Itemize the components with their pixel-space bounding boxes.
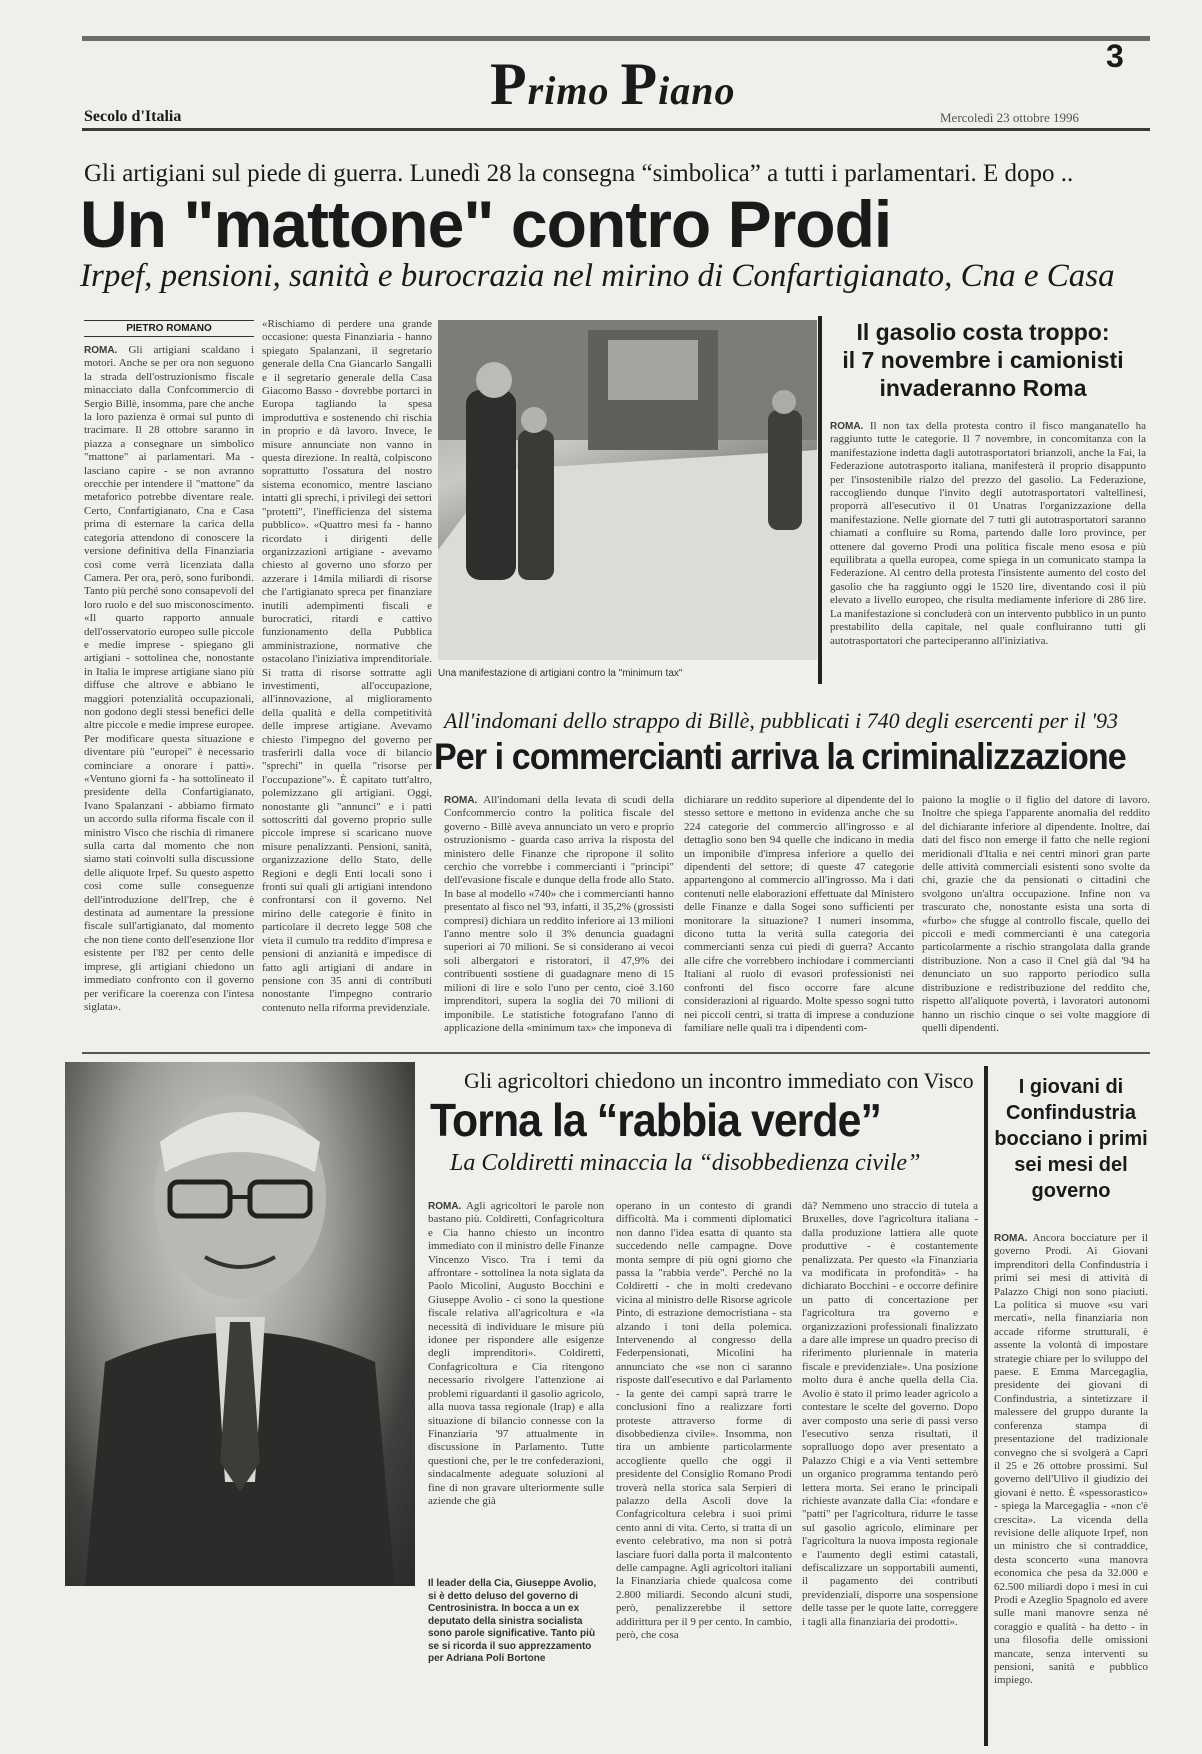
middle-rule xyxy=(82,1052,1150,1054)
commercianti-column-3: paiono la moglie o il figlio del datore di lavoro. Inoltre che spiega l'apparente anomalia del reddito del dichiarante inferiore al dipendente. Inoltre, dai dati del fisco non emerge il fatto che nelle regioni meridionali d'Italia e nei centri minori gran parte delle attività commerciali esistenti sono svolte da chi, grazie che da pensionati o cittadini che svolgono un'altra occupazione. Infine non va trascurato che, nonostante esista una sorta di «furbo» che sfugge al controllo fiscale, quello dei piccoli e medi commercianti è una categoria particolarmente a rischio strangolata dalla grande distribuzione. Non a caso il Cnel già dal '94 ha denunciato un suo rapporto periodico sulla distribuzione e redistribuzione del reddito che, rispetto all'aliquote povertà, i lavoratori autonomi hanno un rischio cinque o sei volte maggiore di quelli dipendenti. xyxy=(922,794,1150,1034)
confindustria-body: ROMA. Ancora bocciature per il governo Prodi. Ai Giovani imprenditori della Confindustria i primi sei mesi di attività di Palazzo Chigi non sono piaciuti. La politica si muove «su vari mercati», nella finanziaria non accade riforme strutturali, è assente la volontà di impostare strategie chiare per lo sviluppo del paese. E Emma Marcegaglia, presidente dei giovani di Confindustria, a sintetizzare il malessere del gruppo durante la conferenza stampa di presentazione del tradizionale convegno che si svolgerà a Capri il 25 e 26 ottobre prossimi. Sul governo dell'Ulivo il giudizio dei giovani è netto. È «spessorastico» - spiega la Marcegaglia - «non c'è crescita». La vicenda della revisione delle aliquote Irpef, non un ministro che si contraddice, desta sconcerto «una manovra economica che pesa da 32.000 e 62.500 miliardi dopo i mesi in cui Prodi e Azeglio Spagnolo ed avere sulle mani manovre senza né coraggio e qualità - ha detto - in una filosofia delle omissioni mancate, senza interventi su pensioni, sanità e pubblico impiego. xyxy=(994,1232,1148,1687)
section-masthead: Primo Piano xyxy=(490,51,736,117)
confindustria-title: I giovani di Confindustria bocciano i primi sei mesi del governo xyxy=(994,1076,1148,1202)
commercianti-column-2: dichiarare un reddito superiore al dipendente del lo stesso settore e mettono in evidenza anche che su 224 categorie del commercio all'ingrosso e al dettaglio sono ben 94 quelle che indicano in media un imponibile d'impresa inferiore a quello dei dipendenti del settore; di queste 47 categorie appartengono al commercio all'ingrosso. Ma i dati contenuti nelle elaborazioni effettuate dal Ministero delle Finanze e dalla Sogei sono sufficienti per monitorare la situazione? I numeri insomma, dicono tutta la verità sulla categoria dei commercianti senza cui piedi di guerra? Accanto alle cifre che vorrebbero inchiodare i commercianti Italiani al ruolo di evasori professionisti nei confronti del fisco occorre fare alcune considerazioni al riguardo. Molte spesso sogni tutto nei piccoli centri, si tratta di imprese a conduzione familiare nelle quali tra i dipendenti com- xyxy=(684,794,914,1034)
gasolio-title: Il gasolio costa troppo: il 7 novembre i camionisti invaderanno Roma xyxy=(842,319,1124,401)
lead-subhead: Irpef, pensioni, sanità e burocrazia nel mirino di Confartigianato, Cna e Casa xyxy=(80,258,1115,294)
lead-column-1: ROMA. Gli artigiani scaldano i motori. Anche se per ora non seguono la strada dell'ostruzionismo fiscale minacciato dalla Confcommercio di Sergio Billè, insomma, pare che anche la loro pazienza è ormai sul punto di tracimare. Il 28 ottobre saranno in piazza a consegnare un simbolico "mattone" ai parlamentari. Ma - lasciano capire - se non avranno orecchie per intendere il "mattone" da metaforico potrebbe diventare reale. Certo, Confartigianato, Cna e Casa prima di esternare la carica della categoria attendono di conoscere la versione definitiva della Finanziaria così come verrà licenziata dalla Camera. Per ora, però, sono furibondi. Tanto più perché sono consapevoli del loro ruolo e del suo misconoscimento. «Il quarto rapporto annuale dell'osservatorio europeo sulle piccole e medie imprese - spiegano gli artigiani - sottolinea che, nonostante in Italia le imprese artigiane siano più diffuse che altrove e abbiano le maggiori potenzialità occupazionali, non godono degli stessi benefici delle altre piccole e medie imprese europee. Per modificare questa situazione e diventare più "europei" è necessario cominciare a onorare i patti». «Ventuno giorni fa - ha sottolineato il presidente della Confartigianato, Ivano Spalanzani - abbiamo firmato un accordo sulla riforma fiscale con il ministro Visco che rischia di rimanere sulla carta dal momento che non siamo stati coinvolti sulla discussione delle aliquote Irpef. Su questo aspetto così come sulle conseguenze dell'introduzione dell'Irep, che è destinata ad aumentare la pressione fiscale sull'artigianato, dal momento che non tiene conto dell'esenzione Ilor esistente per l'82 per cento delle imprese, gli artigiani chiedono un immediato confronto con il governo per verificare la coerenza con l'intesa siglata». xyxy=(84,344,254,1013)
protest-illustration xyxy=(438,320,817,660)
paper-name: Secolo d'Italia xyxy=(84,108,182,125)
agricoltori-subhead: La Coldiretti minaccia la “disobbedienza civile” xyxy=(450,1150,921,1176)
lead-headline: Un "mattone" contro Prodi xyxy=(80,187,892,261)
commercianti-kicker: All'indomani dello strappo di Billè, pubblicati i 740 degli esercenti per il '93 xyxy=(444,708,1119,733)
avolio-portrait-photo xyxy=(65,1062,415,1586)
agricoltori-kicker: Gli agricoltori chiedono un incontro immediato con Visco xyxy=(464,1068,974,1093)
commercianti-headline: Per i commercianti arriva la criminalizzazione xyxy=(434,736,1126,777)
page-number: 3 xyxy=(1106,38,1124,74)
artisans-protest-photo xyxy=(438,320,817,660)
lead-column-2: «Rischiamo di perdere una grande occasione: questa Finanziaria - hanno spiegato Spalanzani, il segretario generale della Cna Giancarlo Sangalli e il segretario generale della Casa Giacomo Basso - dovrebbe portarci in Europa tagliando la spesa improduttiva e sostenendo chi rischia in proprio e dà lavoro. Invece, le misure annunciate non vanno in questa direzione. In realtà, colpiscono soprattutto l'ossatura del nostro sistema economico, mentre lasciano intatti gli sprechi, i privilegi dei settori "protetti", l'inefficienza del sistema pubblico». «Quattro mesi fa - hanno ricordato i dirigenti delle organizzazioni artigiane - avevamo chiesto al governo uno sforzo per azzerare i 14mila miliardi di risorse che l'artigianato spreca per finanziare inutili adempimenti fiscali e burocratici, ritardi e cattivo funzionamento della Pubblica amministrazione, normative che ostacolano l'iniziativa imprenditoriale. Si tratta di risorse sottratte agli investimenti, all'occupazione, all'innovazione, al miglioramento della qualità e della competitività delle imprese artigiane. Avevamo chiesto l'impegno del governo per trasferirli dalla voce di bilancio "sprechi" in quella "risorse per l'occupazione"». È capitato tutt'altro, polemizzano gli artigiani. Oggi, nonostante gli "annunci" e i patti sottoscritti dal governo proprio sulle piccole imprese si scaricano nuove misure penalizzanti. Pensioni, sanità, organizzazione dello Stato, delle Regioni e degli Enti locali sono i fronti sui quali gli artigiani intendono confrontarsi con il governo. Nel mirino delle categorie è finito in particolare il decreto legge 508 che vieta il cumulo tra reddito d'impresa e pensioni di anzianità e impedisce di fatto agli artigiani di andare in pensione con 35 anni di contributi nonostante l'impegno contrario contenuto nella riforma previdenziale. xyxy=(262,318,432,1014)
agricoltori-column-2: operano in un contesto di grandi difficoltà. Ma i commenti diplomatici non danno l'idea esatta di quanto sta succedendo nelle campagne. Dove monta sempre di più ogni giorno che passa la "rabbia verde". Perché no la Coldiretti - che in molti credevano vicina al ministro delle Risorse agricole Pinto, di estrazione democristiana - sta alzando i toni della polemica. Intervenendo al congresso della Federpensionati, Micolini ha annunciato che «se non ci saranno risposte dall'esecutivo e dal Parlamento - la gente dei campi saprà trarre le conclusioni fino a realizzare forti proteste attraverso forme di disobbedienza civile». Insomma, non tira un ambiente particolarmente accogliente quello che oggi il presidente del Consiglio Romano Prodi troverà nella storica sala Serpieri di palazzo della Ascoli dove la Confagricoltura celebra i suoi primi cento anni di vita. Certo, si tratta di un evento celebrativo, ma non si potrà lasciare fuori dalla porta il malcontento delle campagne. Agli agricoltori italiani la Finanziaria chiede qualcosa come 2.800 miliardi. Secondo alcuni studi, però, penalizzerebbe il settore addirittura per il 9 per cento. In cambio, però, che cosa xyxy=(616,1200,792,1641)
issue-date: Mercoledì 23 ottobre 1996 xyxy=(940,110,1079,125)
agricoltori-column-3: dà? Nemmeno uno straccio di tutela a Bruxelles, dove l'agricoltura italiana - dalla produzione lattiera alle quote produttive - è costantemente penalizzata. Per questo «la Finanziaria va modificata in profondità» - ha dichiarato Bocchini - e occorre definire un patto di concertazione per l'agricoltura tra governo e organizzazioni professionali finalizzato a dare alle imprese un quadro preciso di riferimento pluriennale in materia fiscale e previdenziale». Una posizione molto dura è anche quella della Cia. Avolio è stato il primo leader agricolo a contestare le scelte del governo. Dopo aver composto una serie di passi verso l'esecutivo senza risultati, il sopralluogo dopo aver presentato a Palazzo Chigi e a via Venti settembre un organico programma tentando però lettera morta. Sei erano le principali richieste avanzate dalla Cia: «fondare e "patti" per l'agricoltura, ridurre le tasse sul gasolio agricolo, eliminare per l'agricoltura la nuova imposta regionale e l'aumento degli estimi catastali, defiscalizzare un sopportabili aumenti, il pagamento dei contributi previdenziali, disporre una sospensione delle tasse per le quote latte, correggere i tagli alla finanziaria dei prodotti». xyxy=(802,1200,978,1628)
avolio-caption: Il leader della Cia, Giuseppe Avolio, si è detto deluso del governo di Centrosinistra. In bocca a un ex deputato della sinistra socialista sono parole significative. Tanto più se si ricorda il suo apprezzamento per Adriana Poli Bortone xyxy=(428,1578,597,1664)
gasolio-body: ROMA. Il non tax della protesta contro il fisco manganatello ha raggiunto tutte le categorie. Il 7 novembre, in concomitanza con la manifestazione indetta dagli autotrasportatori brianzoli, anche la Fai, la Federazione autotrasporto italiana, manifesterà il proprio disappunto per l'insostenibile rialzo del prezzo del gasolio. La Federazione, raccogliendo dunque l'invito degli autotrasportatori valtellinesi, proporrà all'esecutivo il 01 Unatras l'organizzazione della manifestazione. Nelle giornate del 7 tutti gli autotrasportatori saranno chiamati a confluire su Roma, partendo dalle loro province, per ottenere dal governo Prodi una politica fiscale meno esosa e più equilibrata a quella europea, come spiega in un comunicato stampa la Federazione. Al centro della protesta l'insistente aumento del costo del gasolio che ha raggiunto oggi le 1520 lire, diventando così il più elevato a livello europeo, che risulta mediamente inferiore di 286 lire. La manifestazione si concluderà con un intervento pubblico in un punto prestabilito della capitale, nel quale confluiranno tutti gli autotrasportatori che parteciperanno all'iniziativa. xyxy=(830,420,1146,647)
lead-byline: PIETRO ROMANO xyxy=(84,320,254,337)
lead-kicker: Gli artigiani sul piede di guerra. Lunedì 28 la consegna “simbolica” a tutti i parlamentari. E dopo .. xyxy=(84,160,1074,187)
commercianti-column-1: ROMA. All'indomani della levata di scudi della Confcommercio contro la politica fiscale del governo - Billè aveva annunciato un vero e proprio ostruzionismo - guarda caso arriva la risposta del ministero delle Finanze che ripropone il solito cerchio che vorrebbe i commercianti i "principi" dell'evasione fiscale e dunque della frode allo Stato. In base al modello «740» che i commercianti hanno presentato al fisco nel '93, infatti, il 35,2% (grossisti compresi) dichiara un reddito inferiore ai 13 milioni l'anno mentre solo il 3% denuncia guadagni superiori ai 70 milioni. Se si considerano ai vecoi soli albergatori e ristoratori, il 47,9% dei contribuenti sostiene di guadagnare meno di 15 milioni di lire e solo l'uno per cento, cioè 3.160 imprenditori, supera la soglia dei 70 milioni di imponibile. Le statistiche fotografano l'anno di applicazione della «minimum tax» che imponeva di xyxy=(444,794,674,1034)
header-rule xyxy=(82,128,1150,131)
agricoltori-headline: Torna la “rabbia verde” xyxy=(430,1094,881,1146)
protest-photo-caption: Una manifestazione di artigiani contro la "minimum tax" xyxy=(438,668,683,679)
top-rule xyxy=(82,36,1150,41)
portrait-illustration xyxy=(65,1062,415,1586)
agricoltori-column-1: ROMA. Agli agricoltori le parole non bastano più. Coldiretti, Confagricoltura e Cia hanno chiesto un incontro immediato con il ministro delle Finanze Vincenzo Visco. Tra i temi da affrontare - sottolinea la nota siglata da Paolo Micolini, Augusto Bocchini e Giuseppe Avolio - ci sono la questione fiscale relativa all'agricoltura e «la necessità di individuare le misure più idonee per rispondere alle esigenze degli imprenditori». Coldiretti, Confagricoltura e Cia ritengono necessario rivolgere l'attenzione ai problemi riguardanti il gasolio agricolo, alla nuova tassa regionale (Irap) e alla situazione di bilancio connesse con la Finanziaria '97 attualmente in discussione in Parlamento. Tutte questioni che, per le tre confederazioni, sindacalmente adeguate soluzioni al fine di non gravare ulteriormente sulle aziende che già xyxy=(428,1200,604,1507)
